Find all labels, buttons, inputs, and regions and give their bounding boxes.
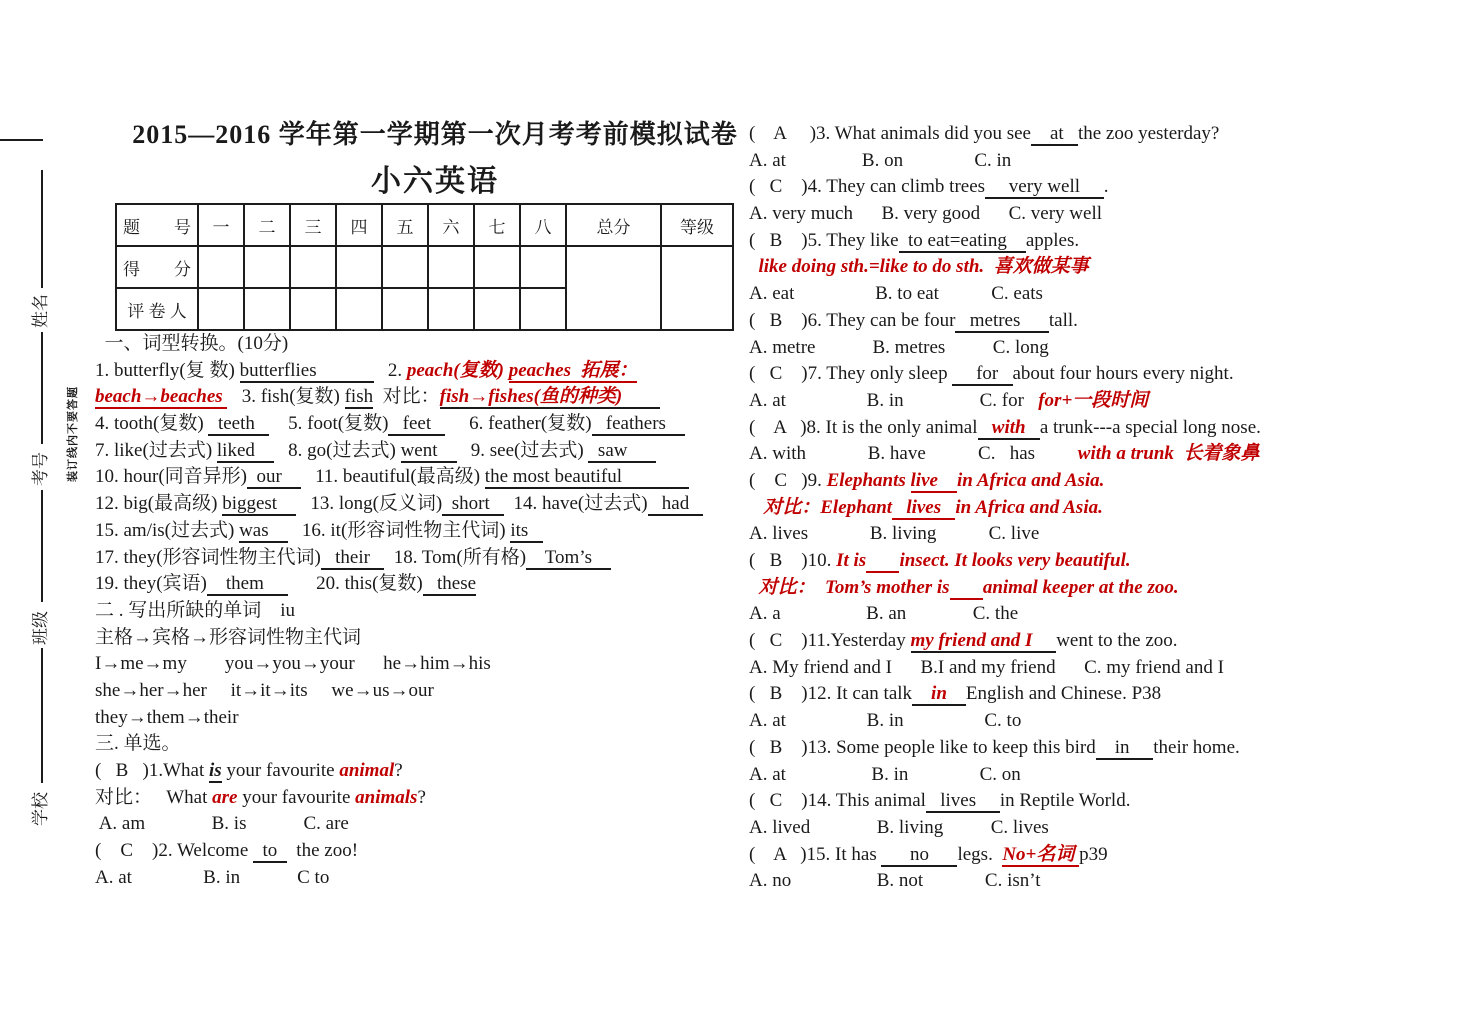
- text-line: [95, 651, 760, 678]
- text-segment: 12. big(最高级): [95, 493, 223, 515]
- score-row-label: 得 分: [116, 246, 198, 288]
- answer-blank: lives: [892, 496, 956, 518]
- column-header-5: 五: [382, 204, 428, 246]
- text-segment: A. no B. not C. isn’t: [749, 870, 1041, 892]
- text-segment: in Africa and Asia.: [955, 496, 1103, 518]
- text-segment: ?: [394, 760, 403, 781]
- text-segment: like doing sth.=like to do sth. 喜欢做某事: [749, 256, 1089, 278]
- column-header-6: 六: [428, 204, 474, 246]
- column-header-2: 二: [244, 204, 290, 246]
- text-segment: apples.: [1025, 229, 1080, 251]
- binding-line-note: 装订线内不要答题: [67, 386, 79, 482]
- answer-blank: our: [246, 466, 301, 488]
- text-line: [749, 815, 1309, 842]
- text-segment: A. very much B. very good C. very well: [749, 203, 1103, 225]
- answer-blank: beach→beaches: [95, 386, 228, 408]
- name-label: 姓名: [31, 294, 50, 328]
- score-cell-empty: [428, 246, 474, 288]
- grader-row-label: 评 卷 人: [116, 288, 198, 330]
- text-line: [749, 655, 1309, 682]
- total-score-cell-empty: [566, 246, 661, 330]
- text-segment: A. at B. on C. in: [749, 149, 1012, 171]
- text-segment: A. My friend and I B.I and my friend C. my friend and I: [749, 656, 1224, 678]
- answer-blank: metres: [955, 309, 1049, 331]
- grader-cell-empty: [336, 288, 382, 330]
- text-segment: ( B )10.: [749, 550, 837, 571]
- text-segment: ( C )4. They can climb trees: [749, 176, 986, 198]
- grader-cell-empty: [520, 288, 566, 330]
- grader-cell-empty: [290, 288, 336, 330]
- text-line: [95, 438, 760, 465]
- answer-blank: was: [239, 519, 288, 541]
- text-line: [749, 495, 1309, 522]
- text-segment: A. metre B. metres C. long: [749, 336, 1049, 358]
- text-line: [749, 148, 1309, 175]
- answer-blank: biggest: [222, 493, 297, 515]
- text-line: [749, 201, 1309, 228]
- text-line: [749, 842, 1309, 869]
- school-label: 学校: [31, 792, 50, 826]
- score-cell-empty: [336, 246, 382, 288]
- text-segment: Elephants: [826, 469, 911, 491]
- text-segment: ( A )8. It is the only animal: [749, 416, 978, 438]
- text-line: [749, 735, 1309, 762]
- answer-blank: feet: [388, 413, 446, 435]
- text-line: [749, 788, 1309, 815]
- answer-blank: in: [931, 683, 947, 705]
- text-segment: ( B )5. They like: [749, 229, 899, 251]
- text-segment: 1. butterfly(复 数): [95, 359, 240, 381]
- text-segment: 3. fish(复数): [227, 386, 345, 408]
- text-segment: A. at B. in C. to: [749, 710, 1022, 732]
- text-line: [95, 731, 760, 758]
- left-text-column: [95, 331, 760, 891]
- class-blank-line: [41, 490, 43, 602]
- answer-blank: Tom’s: [526, 546, 611, 568]
- text-segment: A. at B. in C to: [95, 866, 330, 888]
- class-label: 班级: [31, 611, 50, 645]
- text-segment: 20. this(复数): [287, 573, 423, 595]
- answer-blank: [950, 577, 983, 600]
- answer-blank: liked: [216, 439, 274, 461]
- score-cell-empty: [382, 246, 428, 288]
- text-segment: ( C )11.Yesterday: [749, 630, 911, 652]
- text-segment: 13. long(反义词): [296, 493, 443, 515]
- grade-cell-empty: [661, 246, 733, 330]
- answer-blank: the most beautiful: [484, 466, 689, 488]
- answer-blank: [947, 683, 966, 706]
- text-segment: A. with B. have C. has: [749, 443, 1078, 465]
- score-cell-empty: [198, 246, 244, 288]
- text-segment: 19. they(宾语): [95, 573, 207, 595]
- column-header-7: 七: [474, 204, 520, 246]
- text-line: [749, 415, 1309, 442]
- text-line: [95, 758, 760, 785]
- text-segment: 11. beautiful(最高级): [300, 466, 485, 488]
- text-segment: A. eat B. to eat C. eats: [749, 283, 1043, 305]
- answer-blank: went: [400, 439, 457, 461]
- grade-header: 等级: [661, 204, 733, 246]
- answer-blank: these: [422, 573, 477, 595]
- column-header-8: 八: [520, 204, 566, 246]
- answer-blank: had: [647, 493, 704, 515]
- text-segment: animal: [339, 760, 395, 781]
- right-text-column: [749, 121, 1309, 895]
- text-segment: their home.: [1153, 736, 1240, 758]
- answer-blank: my friend and I: [910, 630, 1057, 652]
- text-segment: A. lives B. living C. live: [749, 523, 1040, 545]
- text-line: [95, 625, 760, 652]
- text-segment: 15. am/is(过去式): [95, 519, 240, 541]
- answer-blank: butterflies: [239, 359, 374, 381]
- text-line: [749, 335, 1309, 362]
- text-line: [749, 441, 1309, 468]
- name-blank-line: [41, 170, 43, 288]
- text-line: [95, 571, 760, 598]
- text-segment: A. lived B. living C. lives: [749, 816, 1049, 838]
- text-segment: It is: [836, 550, 867, 571]
- text-segment: for+一段时间: [1038, 389, 1149, 411]
- text-line: [749, 281, 1309, 308]
- text-segment: 10. hour(同音异形): [95, 466, 247, 488]
- margin-top-line: [0, 139, 43, 141]
- answer-blank: very well: [985, 176, 1104, 198]
- text-segment: 对比： Tom’s mother is: [749, 576, 950, 598]
- text-segment: ( C )7. They only sleep: [749, 363, 953, 385]
- answer-blank: fish: [344, 386, 374, 408]
- answer-blank: No+名词: [1002, 843, 1080, 865]
- text-segment: ( C )9.: [749, 469, 827, 491]
- answer-blank: fish→fishes(鱼的种类): [439, 386, 623, 408]
- text-line: [749, 868, 1309, 895]
- text-line: [95, 384, 760, 411]
- text-line: [749, 548, 1309, 575]
- exam-number-label: 考号: [31, 452, 50, 486]
- text-segment: A. am B. is C. are: [95, 813, 349, 835]
- text-segment: a trunk---a special long nose.: [1039, 416, 1261, 438]
- text-line: [95, 411, 760, 438]
- text-line: [749, 308, 1309, 335]
- question-number-corner-cell: 题 号: [116, 204, 198, 246]
- text-segment: 主格→宾格→形容词性物主代词: [95, 626, 362, 648]
- text-segment: ( C )14. This animal: [749, 790, 926, 812]
- text-segment: the zoo!: [286, 840, 359, 862]
- text-segment: 一、词型转换。(10分): [95, 333, 289, 354]
- exam-title: 2015—2016 学年第一学期第一次月考考前模拟试卷: [132, 120, 738, 149]
- answer-blank: feathers: [591, 413, 685, 435]
- text-segment: your favourite: [221, 760, 340, 781]
- text-segment: they→them→their: [95, 706, 239, 728]
- answer-blank: saw: [588, 439, 656, 461]
- text-segment: about four hours every night.: [1012, 363, 1234, 385]
- text-segment: 17. they(形容词性物主代词): [95, 546, 321, 568]
- text-line: [749, 521, 1309, 548]
- text-line: [749, 254, 1309, 281]
- text-segment: in Africa and Asia.: [956, 469, 1105, 491]
- score-cell-empty: [290, 246, 336, 288]
- text-segment: 二 . 写出所缺的单词 iu: [95, 599, 296, 621]
- answer-blank: for: [952, 363, 1013, 385]
- score-row: [116, 246, 733, 288]
- answer-blank: [866, 550, 899, 573]
- text-line: [95, 598, 760, 625]
- text-segment: tall.: [1048, 309, 1078, 331]
- text-segment: ( C )2. Welcome: [95, 840, 254, 862]
- grader-cell-empty: [474, 288, 520, 330]
- text-line: [749, 228, 1309, 255]
- answer-blank: peaches 拓展：: [508, 359, 638, 381]
- text-line: [749, 628, 1309, 655]
- text-line: [95, 865, 760, 892]
- answer-blank: live: [910, 469, 957, 491]
- grader-cell-empty: [382, 288, 428, 330]
- exam-number-blank-line: [41, 332, 43, 444]
- text-segment: animals: [355, 786, 418, 808]
- score-table: [115, 203, 734, 331]
- text-segment: 8. go(过去式): [273, 439, 401, 461]
- answer-blank: at: [1030, 123, 1078, 144]
- text-segment: 对比：Elephant: [749, 496, 893, 518]
- text-line: [95, 464, 760, 491]
- answer-blank: in: [1095, 736, 1154, 758]
- text-line: [95, 518, 760, 545]
- text-line: [95, 785, 760, 812]
- text-segment: 6. feather(复数): [445, 413, 592, 435]
- answer-blank: to eat=eating: [898, 229, 1026, 251]
- text-segment: ( A )15. It has: [749, 843, 882, 865]
- text-line: [95, 331, 760, 358]
- text-segment: insect. It looks very beautiful.: [899, 550, 1131, 571]
- answer-blank: its: [510, 519, 543, 541]
- column-header-1: 一: [198, 204, 244, 246]
- answer-blank: their: [320, 546, 385, 568]
- score-cell-empty: [520, 246, 566, 288]
- text-segment: .: [1103, 176, 1109, 198]
- text-segment: with a trunk 长着象鼻: [1077, 443, 1260, 465]
- text-segment: 4. tooth(复数): [95, 413, 209, 435]
- exam-subject-subtitle: 小六英语: [371, 165, 499, 198]
- text-segment: 2.: [373, 359, 407, 381]
- text-segment: 16. it(形容词性物主代词): [287, 519, 511, 541]
- text-segment: ( B )13. Some people like to keep this bird: [749, 736, 1096, 758]
- school-blank-line: [41, 648, 43, 783]
- text-line: [749, 388, 1309, 415]
- grader-cell-empty: [428, 288, 474, 330]
- text-line: [95, 678, 760, 705]
- text-segment: A. at B. in C. for: [749, 389, 1039, 411]
- answer-blank: [912, 683, 931, 706]
- text-line: [95, 545, 760, 572]
- score-table-header-row: [116, 204, 733, 246]
- text-line: [749, 468, 1309, 495]
- text-segment: 三. 单选。: [95, 733, 181, 755]
- text-line: [95, 491, 760, 518]
- total-score-header: 总分: [566, 204, 661, 246]
- text-line: [749, 575, 1309, 602]
- text-line: [95, 811, 760, 838]
- text-segment: the zoo yesterday?: [1077, 123, 1220, 144]
- answer-blank: with: [977, 416, 1040, 438]
- text-segment: legs.: [957, 843, 1003, 865]
- answer-blank: no: [881, 843, 958, 865]
- text-segment: English and Chinese. P38: [965, 683, 1162, 705]
- answer-blank: teeth: [208, 413, 270, 435]
- text-segment: 5. foot(复数): [269, 413, 389, 435]
- text-line: [749, 174, 1309, 201]
- text-segment: A. a B. an C. the: [749, 603, 1019, 625]
- text-segment: ( A )3. What animals did you see: [749, 123, 1031, 144]
- column-header-4: 四: [336, 204, 382, 246]
- text-segment: peach(复数): [406, 359, 509, 381]
- text-line: [95, 358, 760, 385]
- text-segment: in Reptile World.: [999, 790, 1131, 812]
- grader-cell-empty: [244, 288, 290, 330]
- text-segment: ( B )1.What: [95, 760, 209, 781]
- text-segment: p39: [1079, 843, 1108, 865]
- answer-blank: lives: [925, 790, 1000, 812]
- answer-blank: to: [253, 840, 287, 862]
- answer-blank: short: [442, 493, 505, 515]
- text-line: [749, 361, 1309, 388]
- text-line: [749, 601, 1309, 628]
- text-segment: she→her→her it→it→its we→us→our: [95, 679, 434, 701]
- score-cell-empty: [474, 246, 520, 288]
- text-line: [95, 838, 760, 865]
- text-segment: ( B )12. It can talk: [749, 683, 913, 705]
- grader-cell-empty: [198, 288, 244, 330]
- text-segment: ?: [417, 786, 426, 808]
- text-segment: 对比：: [373, 386, 440, 408]
- text-segment: went to the zoo.: [1056, 630, 1178, 652]
- text-segment: your favourite: [237, 786, 356, 808]
- text-segment: 对比： What: [95, 786, 213, 808]
- text-segment: I→me→my you→you→your he→him→his: [95, 653, 491, 675]
- text-segment: A. at B. in C. on: [749, 763, 1021, 785]
- text-line: [749, 762, 1309, 789]
- text-line: [749, 708, 1309, 735]
- text-line: [95, 705, 760, 732]
- text-segment: animal keeper at the zoo.: [982, 576, 1179, 598]
- answer-blank: them: [206, 573, 288, 595]
- text-segment: 14. have(过去式): [504, 493, 648, 515]
- text-segment: are: [212, 786, 238, 808]
- text-segment: ( B )6. They can be four: [749, 309, 956, 331]
- text-segment: 9. see(过去式): [456, 439, 589, 461]
- text-segment: 18. Tom(所有格): [384, 546, 527, 568]
- text-line: [749, 121, 1309, 148]
- text-segment: 7. like(过去式): [95, 439, 217, 461]
- answer-blank: is: [208, 760, 222, 781]
- answer-blank: [622, 386, 660, 409]
- score-cell-empty: [244, 246, 290, 288]
- text-line: [749, 681, 1309, 708]
- column-header-3: 三: [290, 204, 336, 246]
